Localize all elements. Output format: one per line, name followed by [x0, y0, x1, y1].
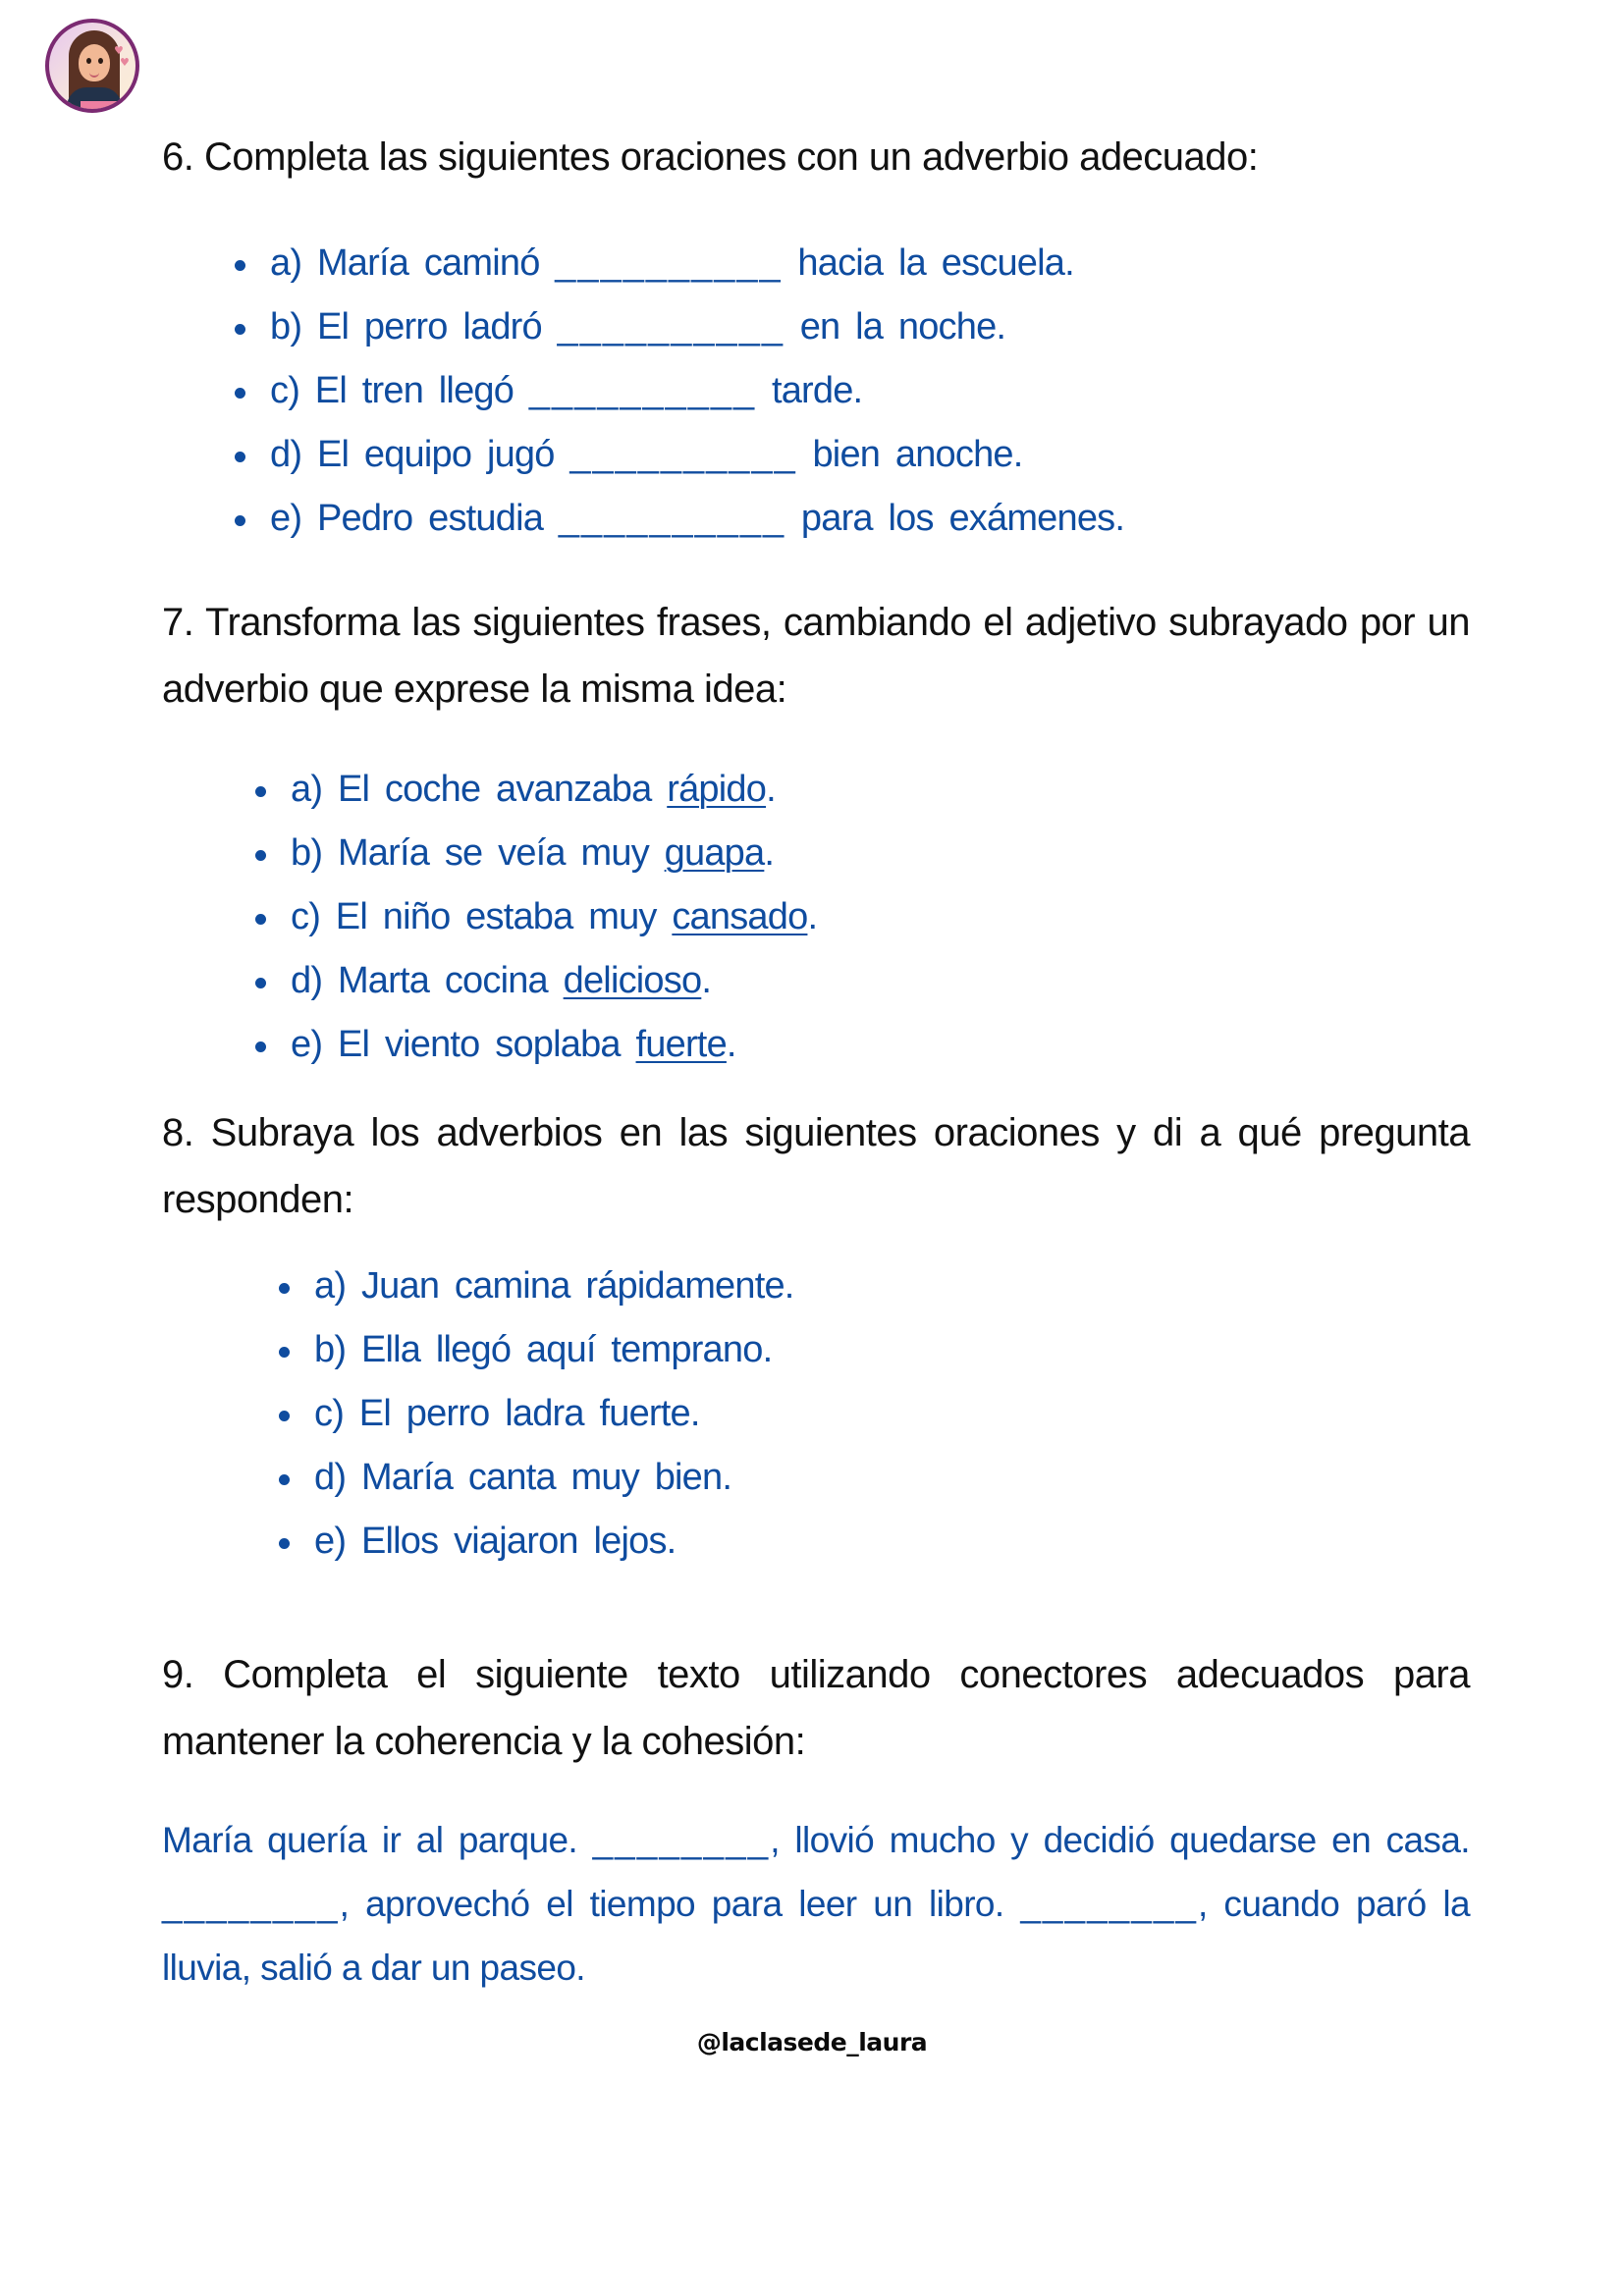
list-item	[314, 1318, 794, 1382]
item-text: a) El coche avanzaba	[291, 769, 668, 810]
avatar-eye	[86, 58, 91, 64]
bullet-icon	[279, 1283, 290, 1294]
avatar-body	[67, 87, 122, 113]
item-text: a) María caminó	[270, 242, 556, 284]
bullet-icon	[279, 1411, 290, 1421]
item-text: d) Marta cocina	[291, 960, 564, 1001]
item-text: .	[807, 896, 818, 937]
item-text: d) El equipo jugó	[270, 434, 570, 475]
item-text: tarde.	[756, 370, 863, 411]
bullet-icon	[235, 324, 245, 335]
list-item	[270, 232, 1124, 295]
item-text: b) María se veía muy	[291, 832, 665, 874]
list-item	[270, 359, 1124, 423]
exercise-7-heading: 7. Transforma las siguientes frases, cambiando el adjetivo subrayado por un adverbio que exprese la misma idea:	[162, 601, 1470, 711]
item-text: b) El perro ladró	[270, 306, 558, 347]
item-text: .	[764, 832, 775, 874]
item-text: .	[726, 1024, 736, 1065]
paragraph-text: , aprovechó el tiempo para leer un libro.	[339, 1884, 1021, 1924]
item-text: d) María canta muy bien.	[314, 1457, 732, 1498]
list-item	[314, 1382, 794, 1446]
avatar-eye	[98, 58, 103, 64]
avatar-book	[81, 101, 120, 113]
list-item	[291, 758, 817, 822]
list-item	[314, 1255, 794, 1318]
connector-blank[interactable]: ________	[592, 1820, 771, 1860]
item-text: a) Juan camina rápidamente.	[314, 1265, 794, 1307]
item-text: hacia la escuela.	[782, 242, 1074, 284]
item-text: e) Ellos viajaron lejos.	[314, 1521, 677, 1562]
paragraph-text: , cuando paró la lluvia, salió a dar un paseo.	[162, 1884, 1470, 1988]
exercise-8-heading: 8. Subraya los adverbios en las siguientes oraciones y di a qué pregunta responden:	[162, 1111, 1470, 1221]
list-item	[291, 949, 817, 1013]
list-item	[314, 1510, 794, 1574]
list-item	[270, 487, 1124, 551]
exercise-7-list	[291, 758, 817, 1077]
exercise-6-heading: 6. Completa las siguientes oraciones con un adverbio adecuado:	[162, 135, 1259, 179]
item-text: .	[701, 960, 712, 1001]
list-item	[291, 1013, 817, 1077]
bullet-icon	[255, 1041, 266, 1052]
answer-blank[interactable]: __________	[555, 242, 783, 284]
exercise-9-heading: 9. Completa el siguiente texto utilizando conectores adecuados para mantener la coherencia y la cohesión:	[162, 1653, 1470, 1763]
exercise-6-list	[270, 232, 1124, 551]
underlined-adjective: rápido	[667, 769, 767, 810]
item-text: e) El viento soplaba	[291, 1024, 636, 1065]
underlined-adjective: fuerte	[635, 1024, 727, 1065]
item-text: bien anoche.	[796, 434, 1023, 475]
bullet-icon	[235, 260, 245, 271]
exercise-9-paragraph	[162, 1808, 1470, 2000]
item-text: .	[766, 769, 776, 810]
list-item	[291, 822, 817, 885]
bullet-icon	[279, 1474, 290, 1485]
answer-blank[interactable]: __________	[528, 370, 757, 411]
item-text: en la noche.	[784, 306, 1006, 347]
footer-handle: @laclasede_laura	[696, 2028, 928, 2056]
paragraph-text: , llovió mucho y decidió quedarse en casa.	[770, 1820, 1470, 1860]
list-item	[270, 423, 1124, 487]
author-avatar-logo	[45, 19, 139, 113]
connector-blank[interactable]: ________	[1020, 1884, 1198, 1924]
bullet-icon	[279, 1347, 290, 1358]
item-text: e) Pedro estudia	[270, 498, 559, 539]
answer-blank[interactable]: __________	[558, 498, 786, 539]
bullet-icon	[235, 452, 245, 462]
answer-blank[interactable]: __________	[569, 434, 797, 475]
underlined-adjective: guapa	[664, 832, 765, 874]
bullet-icon	[279, 1538, 290, 1549]
answer-blank[interactable]: __________	[557, 306, 785, 347]
list-item	[270, 295, 1124, 359]
bullet-icon	[235, 515, 245, 526]
bullet-icon	[255, 786, 266, 797]
paragraph-text: María quería ir al parque.	[162, 1820, 593, 1860]
exercise-8-list	[314, 1255, 794, 1574]
underlined-adjective: delicioso	[563, 960, 702, 1001]
list-item	[291, 885, 817, 949]
bullet-icon	[255, 978, 266, 988]
item-text: b) Ella llegó aquí temprano.	[314, 1329, 773, 1370]
list-item	[314, 1446, 794, 1510]
bullet-icon	[255, 914, 266, 925]
item-text: c) El perro ladra fuerte.	[314, 1393, 700, 1434]
underlined-adjective: cansado	[672, 896, 808, 937]
item-text: c) El tren llegó	[270, 370, 529, 411]
bullet-icon	[235, 388, 245, 399]
connector-blank[interactable]: ________	[162, 1884, 340, 1924]
bullet-icon	[255, 850, 266, 861]
heart-icon: ♥	[120, 56, 130, 69]
heart-icon: ♥	[114, 44, 124, 57]
item-text: c) El niño estaba muy	[291, 896, 673, 937]
item-text: para los exámenes.	[785, 498, 1125, 539]
